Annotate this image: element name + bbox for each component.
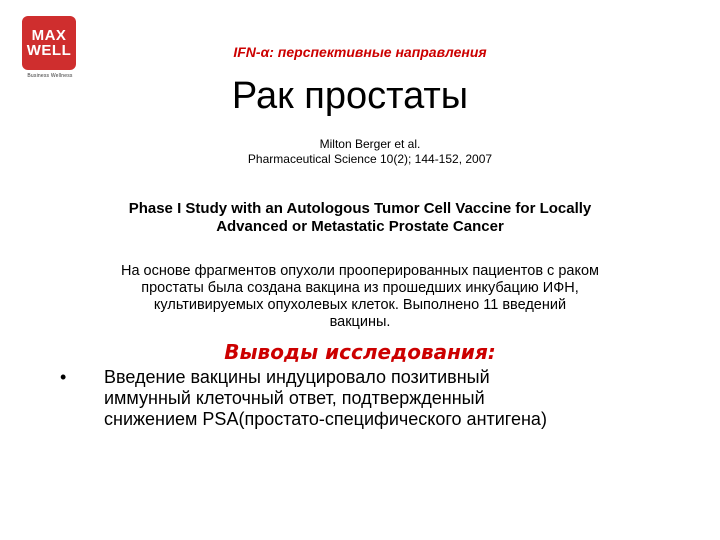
conclusion-line-3: снижением PSA(простато-специфического антигена) [104, 409, 547, 429]
conclusion-item [104, 367, 704, 430]
description-line-1: На основе фрагментов опухоли прооперированных пациентов с раком [120, 263, 600, 279]
slide-title: Рак простаты [231, 75, 469, 117]
study-title-line-2: Advanced or Metastatic Prostate Cancer [216, 218, 504, 235]
description-line-3: культивируемых опухолевых клеток. Выполнено 11 введений [153, 297, 567, 313]
study-description [50, 263, 670, 331]
description-line-4: вакцины. [329, 314, 391, 330]
brand-logo [22, 16, 76, 70]
bullet-marker: • [60, 367, 67, 387]
conclusion-line-2: иммунный клеточный ответ, подтвержденный [104, 388, 485, 408]
logo-line-2: WELL [26, 42, 72, 59]
logo-tagline: Business Wellness [27, 73, 73, 79]
slide-subtitle: IFN-α: перспективные направления [233, 44, 487, 60]
conclusion-line-1: Введение вакцины индуцировало позитивный [104, 367, 490, 387]
description-line-2: простаты была создана вакцина из прошедших инкубацию ИФН, [141, 280, 579, 296]
citation-authors: Milton Berger et al. [319, 137, 421, 151]
logo-line-1: MAX [31, 27, 67, 44]
citation [120, 137, 620, 167]
study-title [60, 200, 660, 236]
citation-journal: Pharmaceutical Science 10(2); 144-152, 2007 [247, 152, 493, 166]
conclusions-heading: Выводы исследования: [224, 340, 496, 364]
study-title-line-1: Phase I Study with an Autologous Tumor Cell Vaccine for Locally [128, 200, 592, 217]
